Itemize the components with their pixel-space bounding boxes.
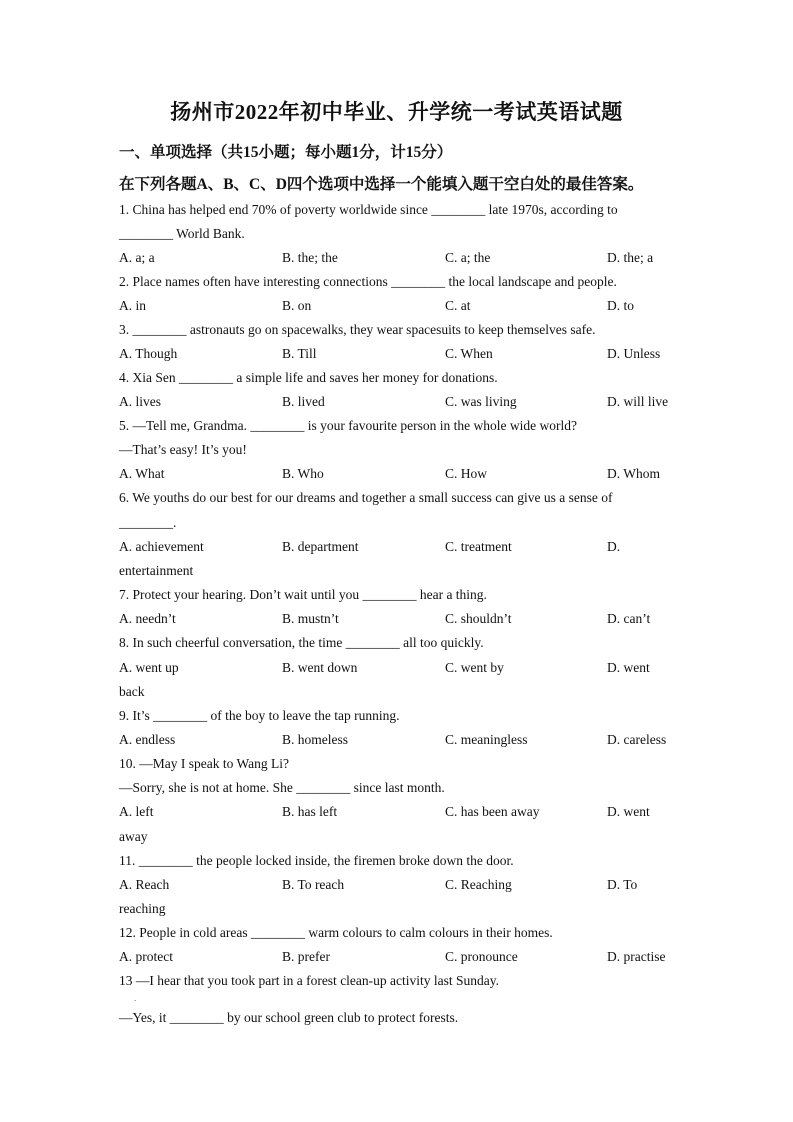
instructions: 在下列各题A、B、C、D四个选项中选择一个能填入题干空白处的最佳答案。 (119, 176, 644, 193)
option-a: A. Reach (119, 877, 170, 892)
option-c: C. shouldn’t (445, 611, 512, 626)
option-b: B. has left (282, 804, 338, 819)
option-c: C. meaningless (445, 732, 528, 747)
option-b: B. prefer (282, 949, 330, 964)
option-b: B. lived (282, 394, 325, 409)
question-11-options (119, 878, 719, 894)
option-a: A. lives (119, 394, 161, 409)
page-title: 扬州市2022年初中毕业、升学统一考试英语试题 (170, 100, 623, 124)
option-c: C. How (445, 466, 488, 481)
question-4-line-1: 4. Xia Sen ________ a simple life and saves her money for donations. (119, 370, 498, 385)
option-c: C. was living (445, 394, 517, 409)
option-d: D. To (607, 877, 638, 892)
question-1-line-2: ________ World Bank. (119, 226, 245, 241)
option-b: B. homeless (282, 732, 348, 747)
question-8-option-d-overflow: back (119, 684, 145, 699)
question-11-line-1: 11. ________ the people locked inside, the firemen broke down the door. (119, 853, 514, 868)
stray-mark: . (134, 993, 137, 1003)
question-5-options (119, 467, 719, 483)
option-d: D. went (607, 804, 650, 819)
question-8-line-1: 8. In such cheerful conversation, the time ________ all too quickly. (119, 635, 484, 650)
question-3-options (119, 347, 719, 363)
option-d: D. went (607, 660, 650, 675)
option-b: B. the; the (282, 250, 338, 265)
option-d: D. to (607, 298, 634, 313)
option-b: B. To reach (282, 877, 345, 892)
option-d: D. careless (607, 732, 667, 747)
option-b: B. Till (282, 346, 317, 361)
option-c: C. at (445, 298, 471, 313)
option-a: A. achievement (119, 539, 204, 554)
option-d: D. the; a (607, 250, 654, 265)
option-a: A. endless (119, 732, 176, 747)
question-12-options (119, 950, 719, 966)
question-6-option-d-overflow: entertainment (119, 563, 194, 578)
option-c: C. When (445, 346, 493, 361)
option-d: D. Whom (607, 466, 660, 481)
question-3-line-1: 3. ________ astronauts go on spacewalks, they wear spacesuits to keep themselves safe. (119, 322, 596, 337)
option-a: A. protect (119, 949, 173, 964)
question-7-line-1: 7. Protect your hearing. Don’t wait until you ________ hear a thing. (119, 587, 487, 602)
question-9-options (119, 733, 719, 749)
option-d: D. can’t (607, 611, 651, 626)
option-c: C. treatment (445, 539, 512, 554)
option-c: C. has been away (445, 804, 540, 819)
option-d: D. (607, 539, 621, 554)
option-a: A. a; a (119, 250, 155, 265)
option-b: B. department (282, 539, 359, 554)
option-c: C. went by (445, 660, 504, 675)
question-10-line-2: —Sorry, she is not at home. She ________ since last month. (119, 780, 445, 795)
question-12-line-1: 12. People in cold areas ________ warm colours to calm colours in their homes. (119, 925, 553, 940)
question-6-line-2: ________. (119, 515, 177, 530)
option-a: A. went up (119, 660, 179, 675)
question-5-line-1: 5. —Tell me, Grandma. ________ is your favourite person in the whole wide world? (119, 418, 577, 433)
question-1-options (119, 251, 719, 267)
option-c: C. a; the (445, 250, 491, 265)
option-a: A. needn’t (119, 611, 176, 626)
option-d: D. Unless (607, 346, 661, 361)
option-c: C. pronounce (445, 949, 518, 964)
option-b: B. mustn’t (282, 611, 339, 626)
question-6-options (119, 540, 719, 556)
option-c: C. Reaching (445, 877, 512, 892)
option-a: A. in (119, 298, 146, 313)
option-b: B. Who (282, 466, 324, 481)
question-2-options (119, 299, 719, 315)
question-1-line-1: 1. China has helped end 70% of poverty worldwide since ________ late 1970s, according to (119, 202, 618, 217)
question-10-line-1: 10. —May I speak to Wang Li? (119, 756, 290, 771)
option-a: A. Though (119, 346, 178, 361)
question-7-options (119, 612, 719, 628)
question-4-options (119, 395, 719, 411)
question-13-line-1: 13 —I hear that you took part in a forest clean-up activity last Sunday. (119, 973, 500, 988)
question-8-options (119, 661, 719, 677)
question-9-line-1: 9. It’s ________ of the boy to leave the tap running. (119, 708, 400, 723)
option-b: B. on (282, 298, 312, 313)
option-b: B. went down (282, 660, 358, 675)
question-5-line-2: —That’s easy! It’s you! (119, 442, 247, 457)
option-d: D. practise (607, 949, 666, 964)
option-d: D. will live (607, 394, 669, 409)
question-11-option-d-overflow: reaching (119, 901, 166, 916)
section-heading: 一、单项选择（共15小题；每小题1分，计15分） (119, 144, 453, 161)
question-6-line-1: 6. We youths do our best for our dreams and together a small success can give us a sense of (119, 490, 613, 505)
question-13-line-2: —Yes, it ________ by our school green club to protect forests. (119, 1010, 459, 1025)
question-10-options (119, 805, 719, 821)
question-10-option-d-overflow: away (119, 829, 148, 844)
option-a: A. left (119, 804, 154, 819)
question-2-line-1: 2. Place names often have interesting connections ________ the local landscape and people. (119, 274, 617, 289)
option-a: A. What (119, 466, 165, 481)
